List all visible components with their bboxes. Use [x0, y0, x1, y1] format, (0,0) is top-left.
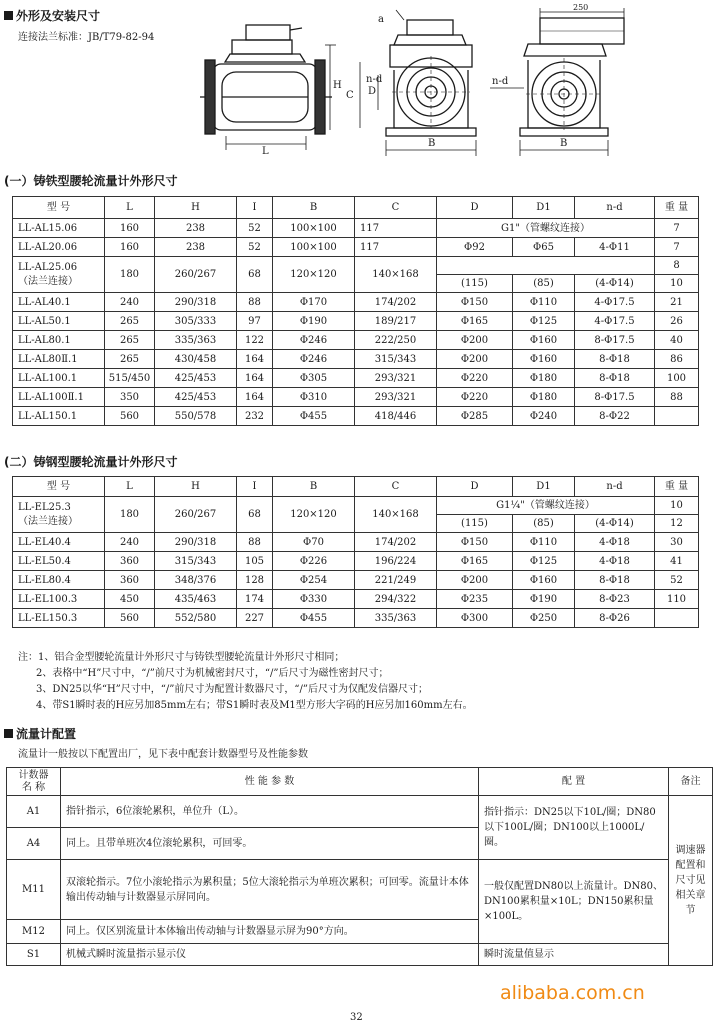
section2-title: (二）铸钢型腰轮流量计外形尺寸	[4, 455, 178, 469]
b-cell: Φ246	[273, 350, 355, 369]
col-header-model: 型 号	[13, 477, 105, 497]
l-cell: 560	[105, 407, 155, 426]
h-cell: 552/580	[155, 609, 237, 628]
counter-name-cell: M11	[7, 860, 61, 920]
h-cell: 425/453	[155, 369, 237, 388]
d1-cell: (85)	[513, 275, 575, 293]
l-cell: 350	[105, 388, 155, 407]
h-cell: 348/376	[155, 571, 237, 590]
c-cell: 196/224	[355, 552, 437, 571]
col-header-counter-line2: 名 称	[21, 781, 46, 793]
model-cell: LL-EL50.4	[13, 552, 105, 571]
d1-cell: Φ180	[513, 388, 575, 407]
performance-cell: 机械式瞬时流量指示显示仪	[61, 944, 479, 966]
h-cell: 238	[155, 238, 237, 257]
i-cell: 174	[237, 590, 273, 609]
d-cell: Φ235	[437, 590, 513, 609]
l-cell: 180	[105, 257, 155, 293]
model-cell: LL-AL40.1	[13, 293, 105, 312]
nd-cell: 8-Φ17.5	[575, 388, 655, 407]
l-cell: 240	[105, 533, 155, 552]
h-cell: 238	[155, 219, 237, 238]
i-cell: 97	[237, 312, 273, 331]
d-cell: Φ285	[437, 407, 513, 426]
table-row	[13, 590, 699, 609]
model-cell: LL-AL100Ⅱ.1	[13, 388, 105, 407]
weight-cell: 30	[655, 533, 699, 552]
d1-cell: Φ160	[513, 331, 575, 350]
i-cell: 68	[237, 497, 273, 533]
col-header-weight: 重 量	[655, 197, 699, 219]
l-cell: 515/450	[105, 369, 155, 388]
model-cell: LL-EL80.4	[13, 571, 105, 590]
counter-name-cell: A4	[7, 828, 61, 860]
counter-name-cell: A1	[7, 796, 61, 828]
col-header-b: B	[273, 477, 355, 497]
weight-cell: 21	[655, 293, 699, 312]
col-header-d1: D1	[513, 477, 575, 497]
b-cell: Φ310	[273, 388, 355, 407]
dim-label-nd-right: n-d	[492, 76, 509, 87]
c-cell: 140×168	[355, 497, 437, 533]
table-row	[13, 350, 699, 369]
table-row	[13, 257, 699, 275]
h-cell: 305/333	[155, 312, 237, 331]
model-cell: LL-AL20.06	[13, 238, 105, 257]
col-header-c: C	[355, 477, 437, 497]
config-subtitle: 流量计一般按以下配置出厂，见下表中配套计数器型号及性能参数	[18, 749, 308, 760]
col-header-d1: D1	[513, 197, 575, 219]
col-header-weight: 重 量	[655, 477, 699, 497]
d-cell: Φ220	[437, 388, 513, 407]
nd-cell: 8-Φ22	[575, 407, 655, 426]
model-cell: LL-EL150.3	[13, 609, 105, 628]
h-cell: 290/318	[155, 293, 237, 312]
nd-cell: 8-Φ23	[575, 590, 655, 609]
performance-cell: 同上。仅区别流量计本体输出传动轴与计数器显示屏为90°方向。	[61, 920, 479, 944]
i-cell: 105	[237, 552, 273, 571]
l-cell: 560	[105, 609, 155, 628]
weight-cell	[655, 407, 699, 426]
i-cell: 128	[237, 571, 273, 590]
d-cell: Φ150	[437, 533, 513, 552]
d-cell: Φ200	[437, 350, 513, 369]
h-cell: 550/578	[155, 407, 237, 426]
c-cell: 315/343	[355, 350, 437, 369]
weight-cell: 7	[655, 238, 699, 257]
weight-cell: 40	[655, 331, 699, 350]
configuration-cell-pointer: 指针指示：DN25以下10L/圈；DN80以下100L/圈；DN100以上1000L/圈。	[479, 796, 669, 860]
d1-cell: Φ110	[513, 533, 575, 552]
i-cell: 232	[237, 407, 273, 426]
i-cell: 164	[237, 388, 273, 407]
note-1: 注：1、铝合金型腰轮流量计外形尺寸与铸铁型腰轮流量计外形尺寸相同；	[18, 652, 345, 663]
b-cell: 120×120	[273, 497, 355, 533]
cast-iron-dimension-table	[12, 196, 699, 426]
weight-cell: 7	[655, 219, 699, 238]
b-cell: Φ305	[273, 369, 355, 388]
dim-label-c: C	[346, 90, 354, 101]
b-cell: 100×100	[273, 238, 355, 257]
nd-cell: 4-Φ11	[575, 238, 655, 257]
col-header-d: D	[437, 477, 513, 497]
thread-connection-cell: G1¼"（管螺纹连接）	[437, 497, 655, 515]
d-cell: Φ220	[437, 369, 513, 388]
table-row	[13, 407, 699, 426]
table-row	[13, 219, 699, 238]
table-row	[13, 609, 699, 628]
c-cell: 174/202	[355, 533, 437, 552]
col-header-i: I	[237, 197, 273, 219]
b-cell: Φ455	[273, 609, 355, 628]
i-cell: 52	[237, 219, 273, 238]
table-row	[13, 293, 699, 312]
l-cell: 180	[105, 497, 155, 533]
i-cell: 122	[237, 331, 273, 350]
d-cell: Φ150	[437, 293, 513, 312]
weight-cell: 8	[655, 257, 699, 275]
notes-block	[18, 650, 473, 714]
d-cell: Φ92	[437, 238, 513, 257]
i-cell: 68	[237, 257, 273, 293]
nd-cell: 8-Φ18	[575, 350, 655, 369]
weight-cell: 10	[655, 275, 699, 293]
note-4: 4、带S1瞬时表的H应另加85mm左右；带S1瞬时表及M1型方形大字码的H应另加160mm左右。	[36, 700, 473, 711]
b-cell: Φ246	[273, 331, 355, 350]
table-header-row	[13, 197, 699, 219]
cast-steel-dimension-table	[12, 476, 699, 628]
c-cell: 293/321	[355, 369, 437, 388]
d-cell: (115)	[437, 275, 513, 293]
table-row	[7, 860, 713, 920]
col-header-l: L	[105, 477, 155, 497]
col-header-l: L	[105, 197, 155, 219]
d1-cell: Φ190	[513, 590, 575, 609]
model-cell: LL-AL50.1	[13, 312, 105, 331]
i-cell: 164	[237, 369, 273, 388]
counter-config-table	[6, 767, 713, 966]
i-cell: 227	[237, 609, 273, 628]
weight-cell: 26	[655, 312, 699, 331]
col-header-nd: n-d	[575, 477, 655, 497]
dim-label-l: L	[262, 146, 269, 157]
b-cell: Φ226	[273, 552, 355, 571]
note-3: 3、DN25以华“H”尺寸中，“/”前尺寸为配置计数器尺寸，“/”后尺寸为仅配发信器尺寸；	[36, 684, 428, 695]
col-header-configuration: 配 置	[479, 768, 669, 796]
c-cell: 189/217	[355, 312, 437, 331]
section-title: 外形及安装尺寸	[4, 7, 100, 24]
h-cell: 260/267	[155, 497, 237, 533]
d1-cell: Φ160	[513, 350, 575, 369]
h-cell: 315/343	[155, 552, 237, 571]
flowmeter-outline-drawing	[0, 0, 715, 165]
col-header-b: B	[273, 197, 355, 219]
alibaba-watermark: alibaba.com.cn	[500, 982, 645, 1004]
weight-cell: 10	[655, 497, 699, 515]
counter-name-cell: M12	[7, 920, 61, 944]
c-cell: 335/363	[355, 609, 437, 628]
weight-cell	[655, 609, 699, 628]
d-cell: Φ200	[437, 571, 513, 590]
table-row	[13, 388, 699, 407]
model-connection-type: （法兰连接）	[18, 515, 78, 527]
b-cell: Φ254	[273, 571, 355, 590]
table-header-row	[13, 477, 699, 497]
dim-label-b-mid: B	[428, 138, 436, 149]
col-header-c: C	[355, 197, 437, 219]
blank-cell	[437, 257, 655, 275]
b-cell: Φ70	[273, 533, 355, 552]
page-number: 32	[350, 1012, 363, 1023]
weight-cell: 110	[655, 590, 699, 609]
d-cell: Φ165	[437, 312, 513, 331]
l-cell: 240	[105, 293, 155, 312]
nd-cell: 8-Φ26	[575, 609, 655, 628]
performance-cell: 指针指示，6位滚轮累积，单位升（L）。	[61, 796, 479, 828]
col-header-d: D	[437, 197, 513, 219]
dim-label-250: 250	[573, 3, 589, 12]
weight-cell: 12	[655, 515, 699, 533]
col-header-i: I	[237, 477, 273, 497]
dim-label-b-right: B	[560, 138, 568, 149]
weight-cell: 86	[655, 350, 699, 369]
model-cell: LL-EL100.3	[13, 590, 105, 609]
model-cell: LL-AL150.1	[13, 407, 105, 426]
nd-cell: 4-Φ17.5	[575, 293, 655, 312]
dim-label-a: a	[378, 14, 384, 25]
c-cell: 117	[355, 219, 437, 238]
i-cell: 52	[237, 238, 273, 257]
dim-label-nd-mid: n-d	[366, 74, 383, 85]
d1-cell: Φ65	[513, 238, 575, 257]
h-cell: 260/267	[155, 257, 237, 293]
d-cell: (115)	[437, 515, 513, 533]
col-header-h: H	[155, 477, 237, 497]
b-cell: Φ330	[273, 590, 355, 609]
remark-cell: 调速器配置和尺寸见相关章节	[669, 796, 713, 966]
c-cell: 293/321	[355, 388, 437, 407]
i-cell: 88	[237, 533, 273, 552]
table-row	[13, 369, 699, 388]
model-name: LL-EL25.3	[18, 501, 71, 513]
section1-title: (一）铸铁型腰轮流量计外形尺寸	[4, 174, 178, 188]
table-row	[7, 796, 713, 828]
table-row	[13, 238, 699, 257]
b-cell: Φ170	[273, 293, 355, 312]
i-cell: 164	[237, 350, 273, 369]
model-cell	[13, 497, 105, 533]
model-cell	[13, 257, 105, 293]
dim-label-h-side: H	[333, 80, 342, 91]
h-cell: 290/318	[155, 533, 237, 552]
d1-cell: Φ125	[513, 312, 575, 331]
table-row	[13, 533, 699, 552]
d1-cell: Φ250	[513, 609, 575, 628]
performance-cell: 双滚轮指示。7位小滚轮指示为累积量；5位大滚轮指示为单班次累积；可回零。流量计本体输出传动轴与计数器显示屏同向。	[61, 860, 479, 920]
col-header-performance: 性 能 参 数	[61, 768, 479, 796]
performance-cell: 同上。且带单班次4位滚轮累积，可回零。	[61, 828, 479, 860]
h-cell: 435/463	[155, 590, 237, 609]
model-connection-type: （法兰连接）	[18, 275, 78, 287]
d-cell: Φ200	[437, 331, 513, 350]
note-2: 2、表格中“H”尺寸中，“/”前尺寸为机械密封尺寸，“/”后尺寸为磁性密封尺寸；	[36, 668, 389, 679]
nd-cell: 8-Φ18	[575, 369, 655, 388]
thread-connection-cell: G1"（管螺纹连接）	[437, 219, 655, 238]
l-cell: 265	[105, 331, 155, 350]
c-cell: 117	[355, 238, 437, 257]
c-cell: 222/250	[355, 331, 437, 350]
col-header-h: H	[155, 197, 237, 219]
c-cell: 174/202	[355, 293, 437, 312]
l-cell: 360	[105, 552, 155, 571]
nd-cell: 8-Φ18	[575, 571, 655, 590]
d-cell: Φ165	[437, 552, 513, 571]
b-cell: 100×100	[273, 219, 355, 238]
model-cell: LL-AL15.06	[13, 219, 105, 238]
b-cell: 120×120	[273, 257, 355, 293]
nd-cell: 4-Φ17.5	[575, 312, 655, 331]
model-cell: LL-AL100.1	[13, 369, 105, 388]
nd-cell: (4-Φ14)	[575, 515, 655, 533]
weight-cell: 88	[655, 388, 699, 407]
table-header-row	[7, 768, 713, 796]
l-cell: 360	[105, 571, 155, 590]
l-cell: 265	[105, 350, 155, 369]
l-cell: 160	[105, 238, 155, 257]
configuration-cell-instant: 瞬时流量值显示	[479, 944, 669, 966]
c-cell: 221/249	[355, 571, 437, 590]
dim-label-d: D	[368, 86, 377, 97]
weight-cell: 100	[655, 369, 699, 388]
col-header-remark: 备注	[669, 768, 713, 796]
c-cell: 294/322	[355, 590, 437, 609]
model-cell: LL-AL80Ⅱ.1	[13, 350, 105, 369]
d1-cell: (85)	[513, 515, 575, 533]
config-title: 流量计配置	[4, 725, 76, 742]
table-row	[7, 944, 713, 966]
model-name: LL-AL25.06	[18, 261, 78, 273]
table-row	[13, 552, 699, 571]
table-row	[13, 331, 699, 350]
weight-cell: 52	[655, 571, 699, 590]
model-cell: LL-EL40.4	[13, 533, 105, 552]
configuration-cell-dual-roller: 一般仅配置DN80以上流量计。DN80、DN100累积量×10L；DN150累积量×100L。	[479, 860, 669, 944]
model-cell: LL-AL80.1	[13, 331, 105, 350]
d1-cell: Φ180	[513, 369, 575, 388]
col-header-model: 型 号	[13, 197, 105, 219]
h-cell: 425/453	[155, 388, 237, 407]
l-cell: 160	[105, 219, 155, 238]
l-cell: 450	[105, 590, 155, 609]
c-cell: 140×168	[355, 257, 437, 293]
l-cell: 265	[105, 312, 155, 331]
counter-name-cell: S1	[7, 944, 61, 966]
flange-standard: 连接法兰标准：JB/T79-82-94	[18, 32, 155, 43]
weight-cell: 41	[655, 552, 699, 571]
col-header-counter-line1: 计数器	[18, 769, 49, 781]
bullet-square-icon	[4, 729, 13, 738]
i-cell: 88	[237, 293, 273, 312]
c-cell: 418/446	[355, 407, 437, 426]
d-cell: Φ300	[437, 609, 513, 628]
nd-cell: 8-Φ17.5	[575, 331, 655, 350]
nd-cell: 4-Φ18	[575, 533, 655, 552]
col-header-nd: n-d	[575, 197, 655, 219]
h-cell: 335/363	[155, 331, 237, 350]
d1-cell: Φ125	[513, 552, 575, 571]
b-cell: Φ190	[273, 312, 355, 331]
b-cell: Φ455	[273, 407, 355, 426]
table-row	[13, 497, 699, 515]
table-row	[13, 571, 699, 590]
d1-cell: Φ110	[513, 293, 575, 312]
nd-cell: (4-Φ14)	[575, 275, 655, 293]
h-cell: 430/458	[155, 350, 237, 369]
d1-cell: Φ160	[513, 571, 575, 590]
d1-cell: Φ240	[513, 407, 575, 426]
col-header-counter-name	[7, 768, 61, 796]
table-row	[13, 312, 699, 331]
nd-cell: 4-Φ18	[575, 552, 655, 571]
